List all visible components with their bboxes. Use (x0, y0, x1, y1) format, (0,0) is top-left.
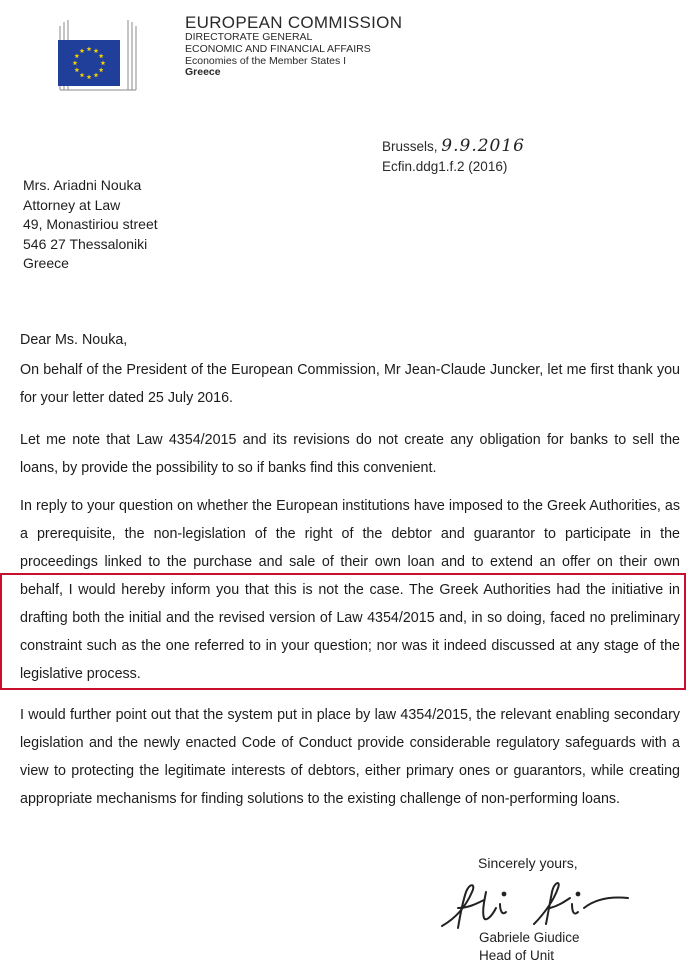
department: ECONOMIC AND FINANCIAL AFFAIRS (185, 42, 371, 55)
flag-star-icon (87, 46, 92, 51)
paragraph-2 (20, 426, 680, 482)
flag-star-icon (101, 60, 106, 65)
recipient-country: Greece (23, 255, 69, 271)
paragraph-3-text: In reply to your question on whether the European institutions have imposed to the Greek Authorities, as a prerequisite, the non-legislation of the right of the debtor and guarantor to participate in the proceedings linked to the purchase and sale of their own loan and to extend an offer on their own behalf, I would hereby inform you that this is not the case. The Greek Authorities had the initiative in drafting both the initial and the revised version of Law 4354/2015 and, in so doing, faced no preliminary constraint such as the one referred to in your question; nor was it indeed discussed at any stage of the legislative process. (20, 498, 680, 682)
directorate: DIRECTORATE GENERAL (185, 31, 313, 44)
flag-star-icon (80, 48, 85, 53)
flag-star-icon (74, 67, 79, 72)
organization-name: EUROPEAN COMMISSION (185, 13, 403, 32)
flag-star-icon (80, 73, 85, 78)
flag-star-icon (94, 73, 99, 78)
paragraph-2-text: Let me note that Law 4354/2015 and its revisions do not create any obligation for banks to sell the loans, by provide the possibility to so if banks find this convenient. (20, 432, 680, 476)
recipient-city: 546 27 Thessaloniki (23, 235, 148, 252)
recipient-address (23, 176, 158, 274)
handwritten-date: 9.9.2016 (441, 136, 525, 156)
letterhead (185, 13, 402, 79)
paragraph-1-text: On behalf of the President of the European Commission, Mr Jean-Claude Juncker, let me first thank you for your letter dated 25 July 2016. (20, 362, 680, 406)
signer-title: Head of Unit (479, 948, 555, 963)
flag-star-icon (87, 74, 92, 79)
paragraph-4-text: I would further point out that the system put in place by law 4354/2015, the relevant enabling secondary legislation and the newly enacted Code of Conduct provide considerable regulatory safeguards with a view to protecting the legitimate interests of debtors, either primary ones or guarantors, while creating appropriate mechanisms for finding solutions to the existing challenge of non-performing loans. (20, 707, 680, 807)
flag-star-icon (99, 53, 104, 58)
flag-star-icon (99, 67, 104, 72)
paragraph-4 (20, 701, 680, 813)
recipient-name: Mrs. Ariadni Nouka (23, 177, 142, 193)
reference-number: Ecfin.ddg1.f.2 (2016) (382, 159, 508, 174)
salutation: Dear Ms. Nouka, (20, 332, 128, 348)
highlight-box (0, 573, 686, 690)
recipient-title: Attorney at Law (23, 196, 121, 213)
flag-star-icon (74, 53, 79, 58)
eu-flag (58, 40, 120, 86)
signer-name: Gabriele Giudice (479, 930, 580, 945)
paragraph-1 (20, 356, 680, 412)
place: Brussels, (382, 139, 438, 154)
complimentary-close: Sincerely yours, (478, 855, 578, 871)
recipient-street: 49, Monastiriou street (23, 216, 158, 232)
flag-star-icon (73, 60, 78, 65)
flag-star-icon (94, 48, 99, 53)
country: Greece (185, 66, 221, 79)
place-date (382, 136, 525, 156)
unit: Economies of the Member States I (185, 54, 347, 67)
